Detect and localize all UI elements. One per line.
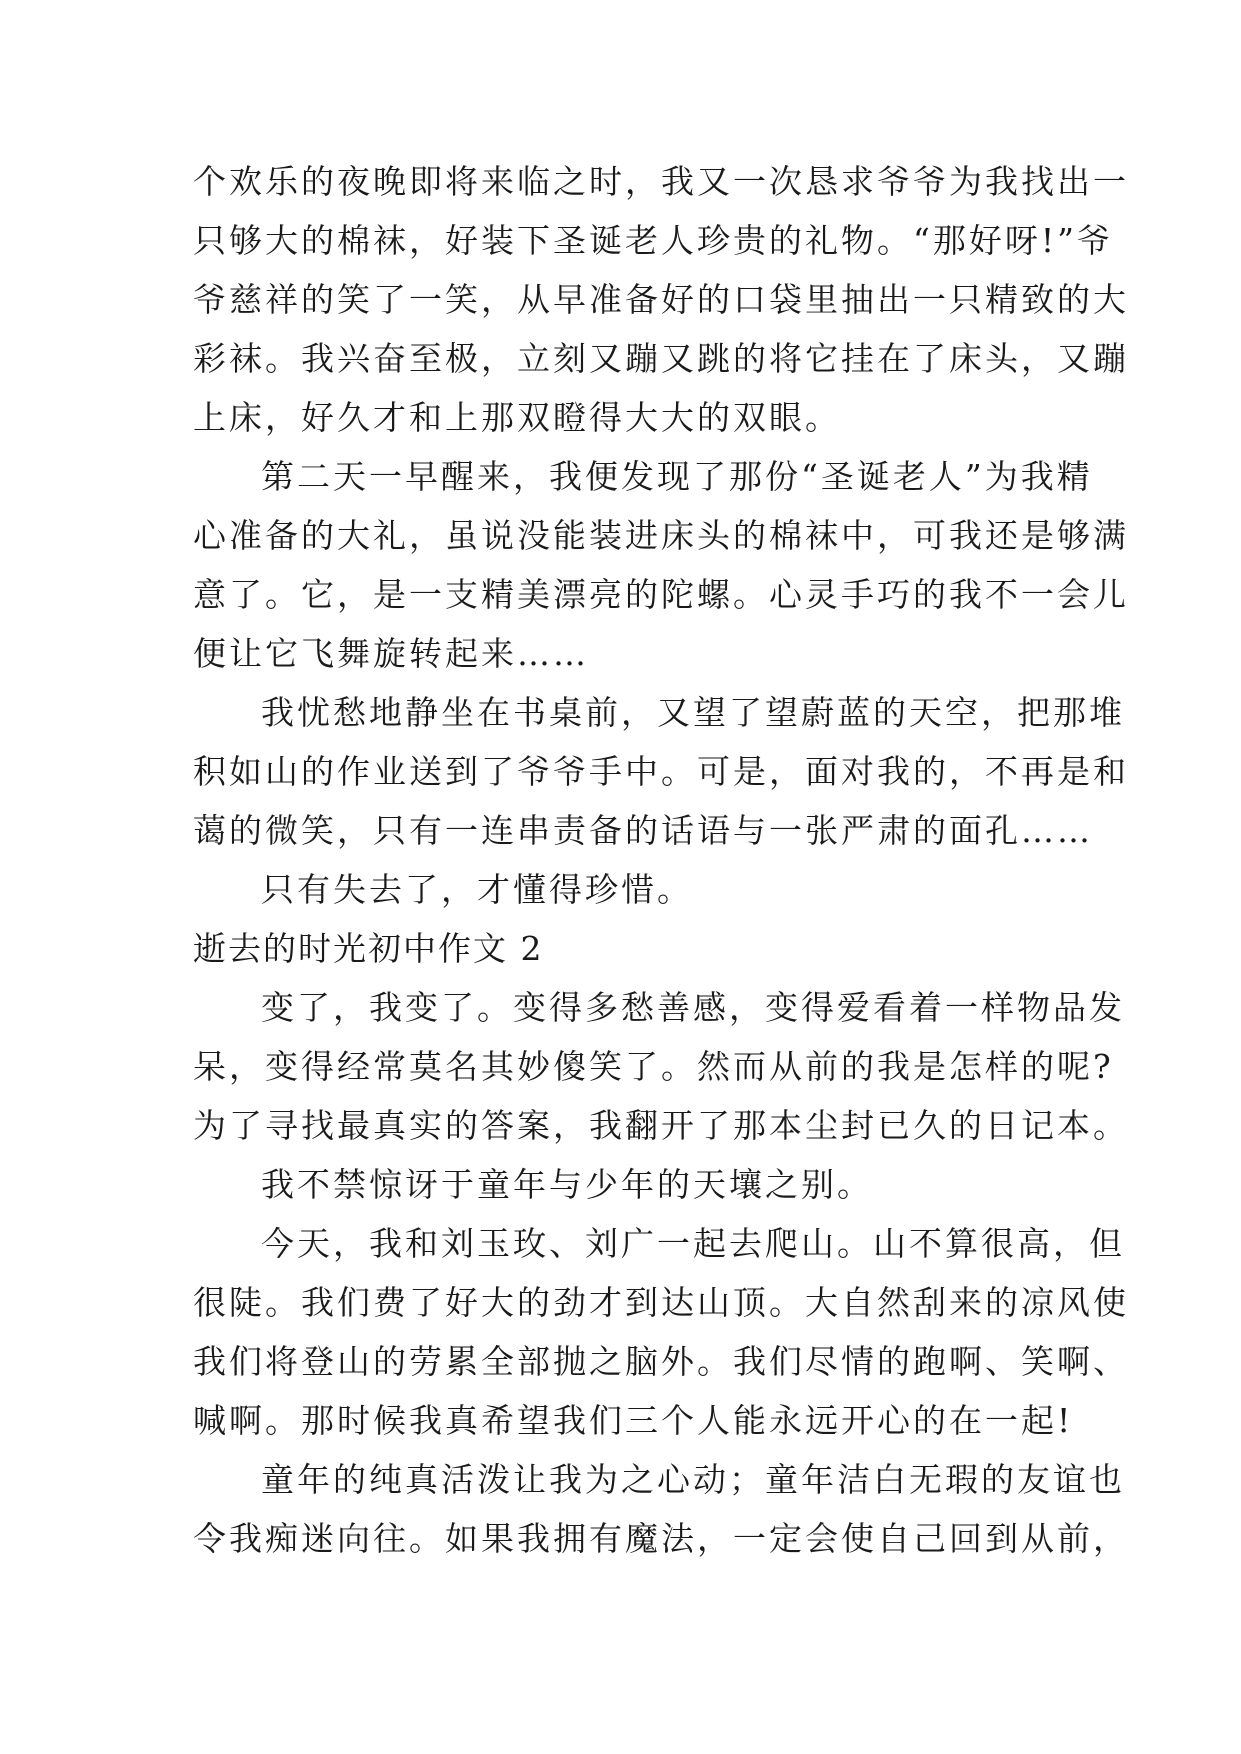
paragraph-first-line: 我不禁惊讶于童年与少年的天壤之别。 bbox=[261, 1165, 873, 1204]
text-line: 上床，好久才和上那双瞪得大大的双眼。 bbox=[193, 398, 841, 437]
text-line: 呆，变得经常莫名其妙傻笑了。然而从前的我是怎样的呢? bbox=[193, 1047, 1114, 1086]
paragraph-first-line: 第二天一早醒来，我便发现了那份“圣诞老人”为我精 bbox=[261, 457, 1093, 496]
text-line: 爷慈祥的笑了一笑，从早准备好的口袋里抽出一只精致的大 bbox=[193, 280, 1129, 319]
paragraph-first-line: 童年的纯真活泼让我为之心动；童年洁白无瑕的友谊也 bbox=[261, 1460, 1125, 1499]
text-line: 便让它飞舞旋转起来…… bbox=[193, 634, 589, 673]
text-line: 积如山的作业送到了爷爷手中。可是，面对我的，不再是和 bbox=[193, 752, 1129, 791]
text-line: 我们将登山的劳累全部抛之脑外。我们尽情的跑啊、笑啊、 bbox=[193, 1342, 1129, 1381]
text-line: 只够大的棉袜，好装下圣诞老人珍贵的礼物。“那好呀!”爷 bbox=[193, 221, 1114, 260]
text-line: 个欢乐的夜晚即将来临之时，我又一次恳求爷爷为我找出一 bbox=[193, 162, 1129, 201]
text-line: 喊啊。那时候我真希望我们三个人能永远开心的在一起! bbox=[193, 1401, 1074, 1440]
paragraph-first-line: 我忧愁地静坐在书桌前，又望了望蔚蓝的天空，把那堆 bbox=[261, 693, 1125, 732]
document-page bbox=[193, 152, 1129, 1568]
paragraph-first-line: 变了，我变了。变得多愁善感，变得爱看着一样物品发 bbox=[261, 988, 1125, 1027]
paragraph-first-line: 今天，我和刘玉玫、刘广一起去爬山。山不算很高，但 bbox=[261, 1224, 1125, 1263]
text-line: 很陡。我们费了好大的劲才到达山顶。大自然刮来的凉风使 bbox=[193, 1283, 1129, 1322]
text-line: 令我痴迷向往。如果我拥有魔法，一定会使自己回到从前， bbox=[193, 1519, 1129, 1558]
text-line: 意了。它，是一支精美漂亮的陀螺。心灵手巧的我不一会儿 bbox=[193, 575, 1129, 614]
paragraph-first-line: 只有失去了，才懂得珍惜。 bbox=[261, 870, 693, 909]
text-line: 蔼的微笑，只有一连串责备的话语与一张严肃的面孔…… bbox=[193, 811, 1093, 850]
text-line: 为了寻找最真实的答案，我翻开了那本尘封已久的日记本。 bbox=[193, 1106, 1129, 1145]
text-line: 心准备的大礼，虽说没能装进床头的棉袜中，可我还是够满 bbox=[193, 516, 1129, 555]
section-heading: 逝去的时光初中作文 2 bbox=[193, 929, 544, 968]
text-line: 彩袜。我兴奋至极，立刻又蹦又跳的将它挂在了床头，又蹦 bbox=[193, 339, 1129, 378]
